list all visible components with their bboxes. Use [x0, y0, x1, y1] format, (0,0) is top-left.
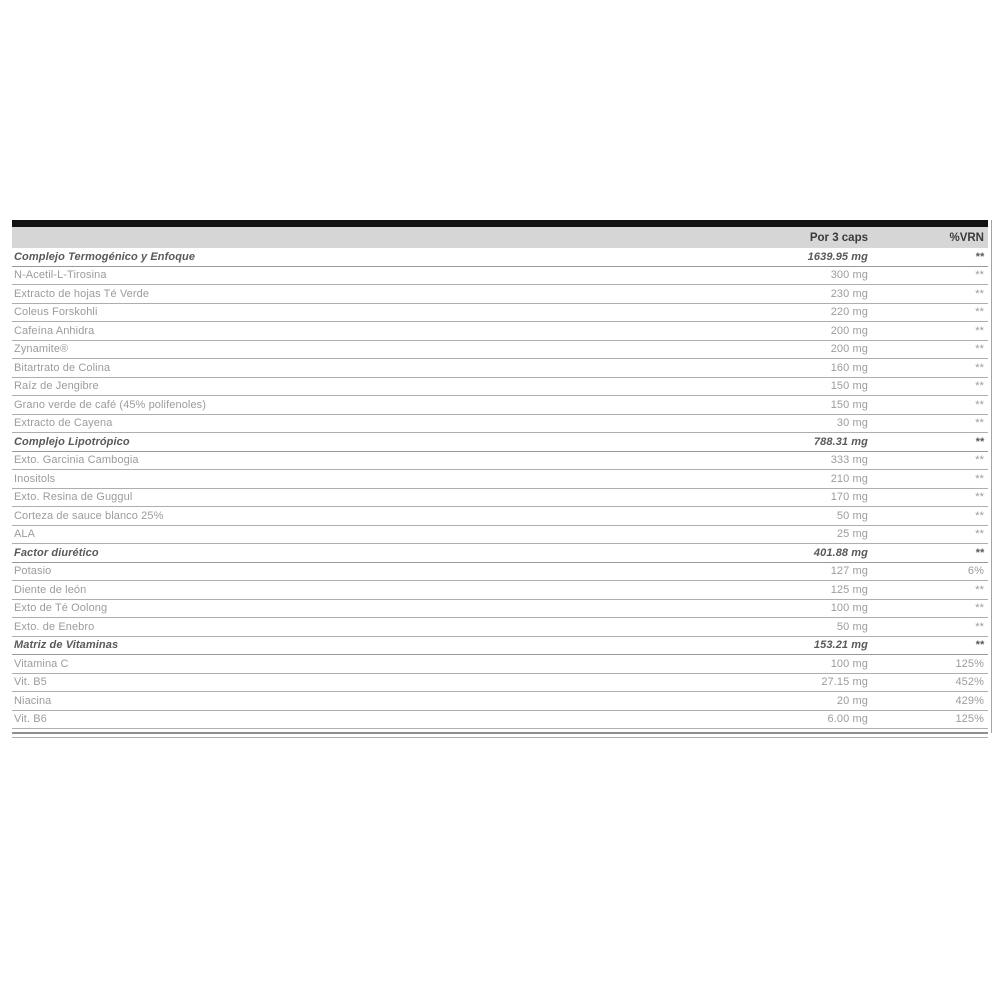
header-amount-column: Por 3 caps	[809, 231, 868, 244]
ingredient-amount: 220 mg	[830, 306, 868, 319]
ingredient-vrn: 429%	[955, 694, 984, 707]
ingredient-amount: 200 mg	[830, 343, 868, 356]
table-row	[12, 544, 988, 563]
header-vrn-column: %VRN	[949, 231, 984, 244]
ingredient-amount: 160 mg	[830, 361, 868, 374]
ingredient-vrn: **	[975, 491, 984, 504]
ingredient-label: Zynamite®	[14, 343, 69, 356]
ingredient-vrn: **	[975, 361, 984, 374]
ingredient-amount: 6.00 mg	[827, 713, 868, 726]
table-row	[12, 304, 988, 323]
ingredient-amount: 150 mg	[830, 380, 868, 393]
ingredient-amount: 100 mg	[830, 602, 868, 615]
ingredient-vrn: **	[975, 602, 984, 615]
ingredient-vrn: **	[975, 639, 984, 652]
ingredient-amount: 210 mg	[830, 472, 868, 485]
ingredient-label: Exto. de Enebro	[14, 620, 95, 633]
table-row	[12, 415, 988, 434]
ingredient-amount: 127 mg	[830, 565, 868, 578]
ingredient-label: Coleus Forskohli	[14, 306, 98, 319]
ingredient-label: Exto de Té Oolong	[14, 602, 108, 615]
table-row	[12, 674, 988, 693]
ingredient-label: Extracto de Cayena	[14, 417, 113, 430]
ingredient-vrn: **	[975, 620, 984, 633]
ingredient-vrn: 125%	[955, 657, 984, 670]
table-header-row	[12, 227, 988, 248]
ingredient-label: Exto. Garcinia Cambogia	[14, 454, 139, 467]
ingredient-amount: 50 mg	[836, 620, 868, 633]
ingredient-vrn: 6%	[967, 565, 984, 578]
ingredient-amount: 50 mg	[836, 509, 868, 522]
ingredient-label: Cafeína Anhidra	[14, 324, 95, 337]
ingredient-label: Potasio	[14, 565, 52, 578]
ingredient-vrn: **	[975, 269, 984, 282]
ingredient-amount: 230 mg	[830, 287, 868, 300]
ingredient-amount: 20 mg	[836, 694, 868, 707]
ingredient-label: Exto. Resina de Guggul	[14, 491, 133, 504]
ingredient-amount: 1639.95 mg	[807, 250, 868, 263]
table-row	[12, 396, 988, 415]
ingredient-label: Factor diurético	[14, 546, 99, 559]
ingredient-vrn: **	[975, 343, 984, 356]
table-row	[12, 618, 988, 637]
ingredient-amount: 788.31 mg	[813, 435, 868, 448]
table-row	[12, 341, 988, 360]
table-row	[12, 285, 988, 304]
table-right-border	[991, 220, 992, 733]
ingredient-amount: 300 mg	[830, 269, 868, 282]
ingredient-amount: 27.15 mg	[821, 676, 868, 689]
ingredient-label: Vit. B6	[14, 713, 47, 726]
table-row	[12, 378, 988, 397]
ingredient-amount: 170 mg	[830, 491, 868, 504]
table-row	[12, 507, 988, 526]
ingredient-vrn: **	[975, 380, 984, 393]
ingredient-vrn: **	[975, 435, 984, 448]
table-row	[12, 359, 988, 378]
table-row	[12, 692, 988, 711]
ingredient-vrn: **	[975, 528, 984, 541]
table-row	[12, 322, 988, 341]
table-row	[12, 267, 988, 286]
ingredient-amount: 30 mg	[836, 417, 868, 430]
table-row	[12, 452, 988, 471]
ingredient-amount: 200 mg	[830, 324, 868, 337]
ingredient-label: Extracto de hojas Té Verde	[14, 287, 150, 300]
ingredient-label: Diente de león	[14, 583, 87, 596]
ingredient-amount: 401.88 mg	[813, 546, 868, 559]
ingredient-amount: 333 mg	[830, 454, 868, 467]
ingredient-amount: 25 mg	[836, 528, 868, 541]
ingredient-vrn: **	[975, 509, 984, 522]
supplement-facts-table	[12, 220, 988, 738]
ingredient-vrn: **	[975, 546, 984, 559]
table-row	[12, 489, 988, 508]
ingredient-label: Corteza de sauce blanco 25%	[14, 509, 164, 522]
ingredient-label: Complejo Lipotrópico	[14, 435, 130, 448]
ingredient-label: Vit. B5	[14, 676, 47, 689]
table-row	[12, 600, 988, 619]
ingredient-vrn: **	[975, 583, 984, 596]
table-bottom-rule	[12, 732, 988, 738]
ingredient-amount: 150 mg	[830, 398, 868, 411]
ingredient-label: N-Acetil-L-Tirosina	[14, 269, 107, 282]
ingredient-vrn: **	[975, 454, 984, 467]
ingredient-amount: 153.21 mg	[813, 639, 868, 652]
ingredient-amount: 125 mg	[830, 583, 868, 596]
ingredient-vrn: **	[975, 324, 984, 337]
table-row	[12, 433, 988, 452]
ingredient-label: Niacina	[14, 694, 52, 707]
table-row	[12, 526, 988, 545]
table-row	[12, 711, 988, 730]
table-row	[12, 655, 988, 674]
ingredient-label: ALA	[14, 528, 36, 541]
ingredient-vrn: 452%	[955, 676, 984, 689]
ingredient-label: Raíz de Jengibre	[14, 380, 99, 393]
table-row	[12, 248, 988, 267]
ingredient-vrn: **	[975, 306, 984, 319]
table-row	[12, 563, 988, 582]
ingredient-vrn: **	[975, 472, 984, 485]
ingredient-label: Grano verde de café (45% polifenoles)	[14, 398, 207, 411]
table-row	[12, 637, 988, 656]
ingredient-label: Complejo Termogénico y Enfoque	[14, 250, 196, 263]
table-row	[12, 470, 988, 489]
table-row	[12, 581, 988, 600]
ingredient-vrn: **	[975, 398, 984, 411]
table-body	[12, 248, 988, 729]
ingredient-label: Matriz de Vitaminas	[14, 639, 119, 652]
table-top-bar	[12, 220, 988, 227]
ingredient-label: Inositols	[14, 472, 56, 485]
ingredient-vrn: **	[975, 417, 984, 430]
ingredient-vrn: **	[975, 250, 984, 263]
ingredient-vrn: 125%	[955, 713, 984, 726]
ingredient-amount: 100 mg	[830, 657, 868, 670]
ingredient-label: Bitartrato de Colina	[14, 361, 111, 374]
ingredient-vrn: **	[975, 287, 984, 300]
ingredient-label: Vitamina C	[14, 657, 69, 670]
